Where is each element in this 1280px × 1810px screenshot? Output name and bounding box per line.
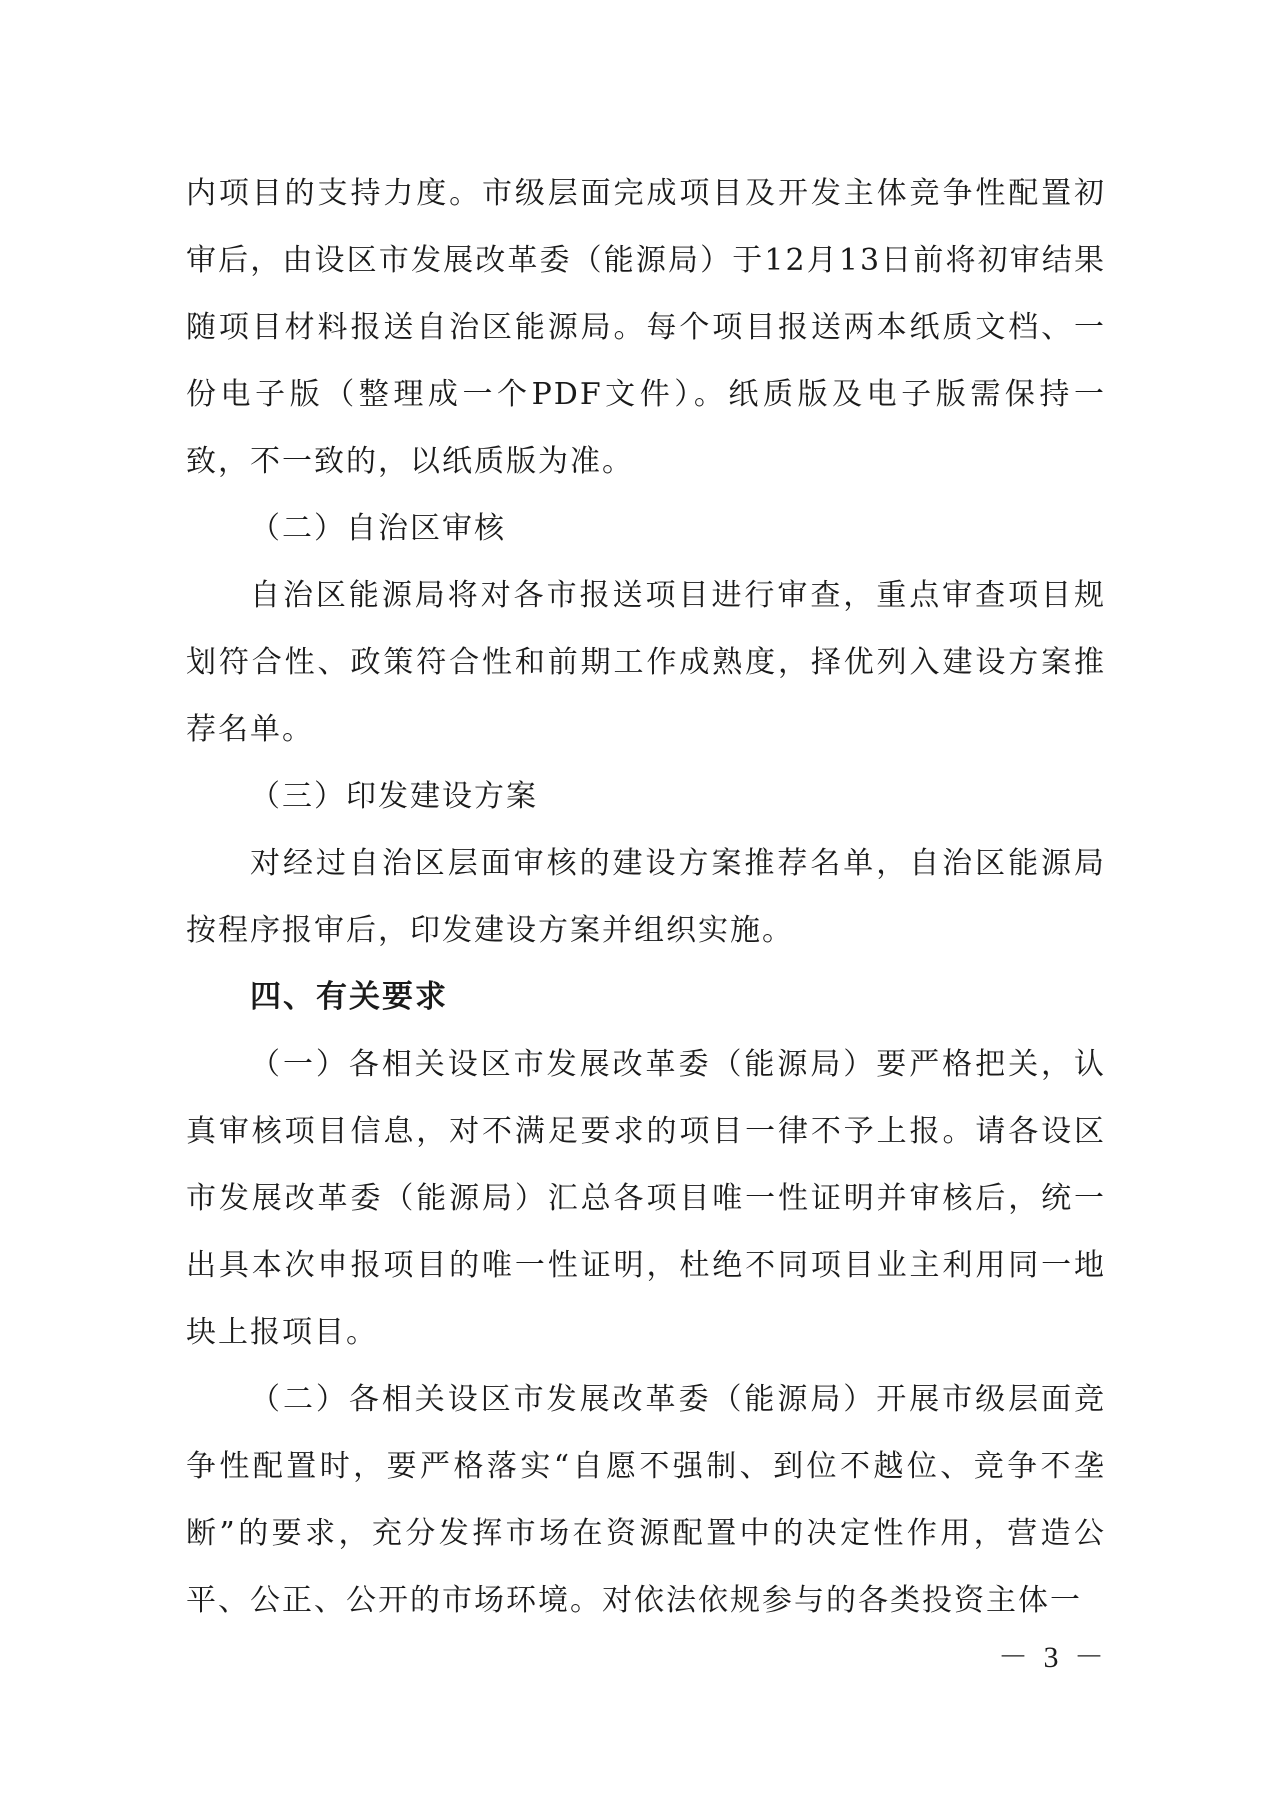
section-heading-autonomous-region-review: （二）自治区审核 — [250, 511, 506, 546]
body-text — [186, 160, 1106, 1634]
paragraph-issue-plan: 对经过自治区层面审核的建设方案推荐名单，自治区能源局按程序报审后，印发建设方案并组织实施。 — [186, 846, 1106, 948]
section-heading-requirements: 四、有关要求 — [250, 979, 448, 1015]
section-heading-issue-plan: （三）印发建设方案 — [250, 779, 538, 814]
page-number: － 3 － — [998, 1641, 1108, 1674]
paragraph-requirement-2: （二）各相关设区市发展改革委（能源局）开展市级层面竞争性配置时，要严格落实“自愿不强制、到位不越位、竞争不垄断”的要求，充分发挥市场在资源配置中的决定性作用，营造公平、公正、公开的市场环境。对依法依规参与的各类投资主体一 — [186, 1382, 1106, 1618]
paragraph-review: 自治区能源局将对各市报送项目进行审查，重点审查项目规划符合性、政策符合性和前期工作成熟度，择优列入建设方案推荐名单。 — [186, 578, 1106, 747]
paragraph-continuation: 内项目的支持力度。市级层面完成项目及开发主体竞争性配置初审后，由设区市发展改革委（能源局）于12月13日前将初审结果随项目材料报送自治区能源局。每个项目报送两本纸质文档、一份电子版（整理成一个PDF文件）。纸质版及电子版需保持一致，不一致的，以纸质版为准。 — [186, 176, 1106, 479]
paragraph-requirement-1: （一）各相关设区市发展改革委（能源局）要严格把关，认真审核项目信息，对不满足要求的项目一律不予上报。请各设区市发展改革委（能源局）汇总各项目唯一性证明并审核后，统一出具本次申报项目的唯一性证明，杜绝不同项目业主利用同一地块上报项目。 — [186, 1047, 1106, 1350]
